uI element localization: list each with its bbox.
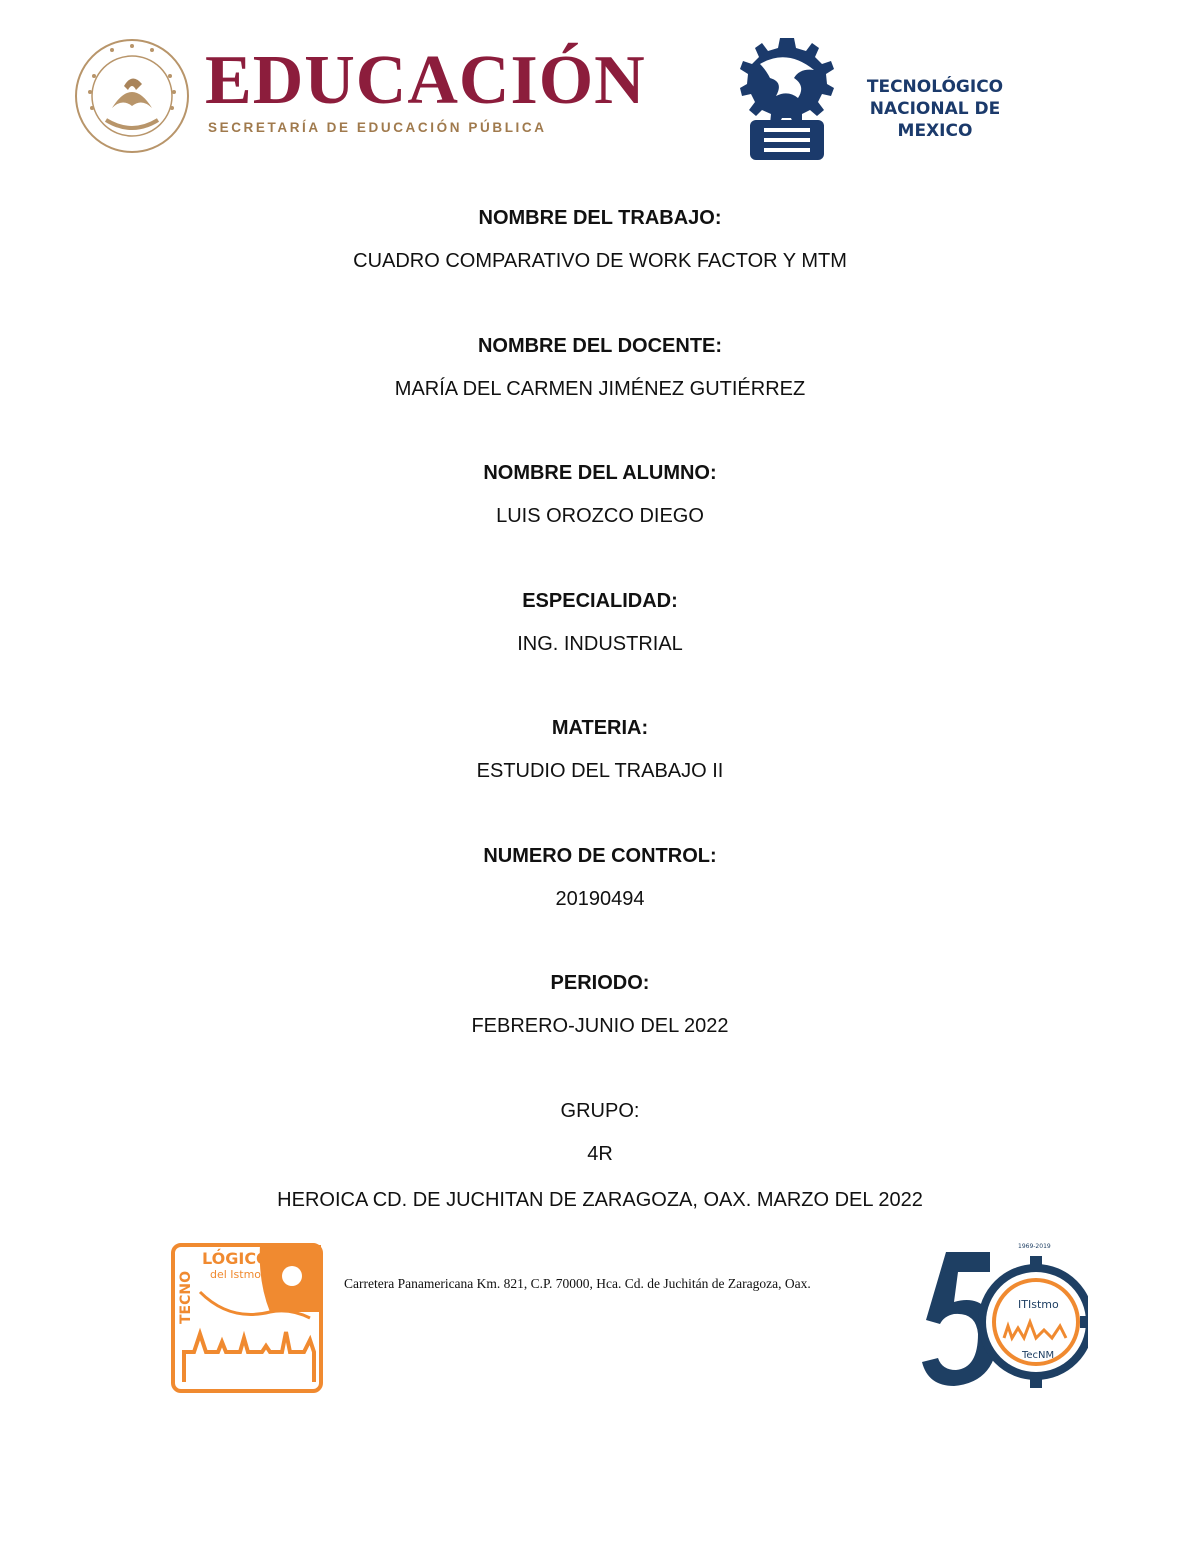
field-value: CUADRO COMPARATIVO DE WORK FACTOR Y MTM [353, 250, 847, 272]
education-title: EDUCACIÓN [205, 42, 646, 119]
field-label: ESPECIALIDAD: [522, 589, 678, 612]
field-value: ESTUDIO DEL TRABAJO II [476, 760, 724, 782]
itistmo-logo-sub-text: del Istmo [210, 1268, 262, 1281]
field-period [0, 971, 1200, 1099]
itistmo-logo-side-text: TECNO [178, 1270, 194, 1324]
field-value: 4R [587, 1142, 613, 1165]
mexican-seal-icon [72, 36, 192, 156]
field-label: GRUPO: [560, 1099, 640, 1122]
field-subject [0, 716, 1200, 844]
fifty-logo-bottom-text: TecNM [1022, 1350, 1055, 1361]
field-value: MARÍA DEL CARMEN JIMÉNEZ GUTIÉRREZ [394, 377, 806, 400]
field-label: MATERIA: [551, 717, 649, 739]
tecnm-name [840, 76, 1030, 142]
field-label: NUMERO DE CONTROL: [483, 844, 717, 867]
field-work-title [0, 206, 1200, 334]
field-label: NOMBRE DEL TRABAJO: [478, 207, 722, 229]
field-student [0, 461, 1200, 589]
field-value: LUIS OROZCO DIEGO [496, 505, 704, 527]
cover-fields [0, 206, 1200, 1166]
tecnm-name-line1: TECNOLÓGICO [866, 77, 1004, 97]
field-value: 20190494 [555, 887, 645, 910]
field-value: FEBRERO-JUNIO DEL 2022 [471, 1015, 729, 1037]
fifty-logo-top-text: ITIstmo [1018, 1298, 1059, 1311]
institution-address: Carretera Panamericana Km. 821, C.P. 70000, Hca. Cd. de Juchitán de Zaragoza, Oax. [344, 1276, 811, 1291]
field-label: NOMBRE DEL ALUMNO: [483, 462, 717, 484]
field-label: NOMBRE DEL DOCENTE: [477, 334, 723, 357]
tecnologico-istmo-logo-icon [170, 1242, 324, 1394]
field-value: ING. INDUSTRIAL [517, 632, 683, 655]
field-group [0, 1099, 1200, 1166]
fifty-years-logo-icon [918, 1242, 1088, 1392]
sep-subtitle: SECRETARÍA DE EDUCACIÓN PÚBLICA [208, 120, 547, 135]
tecnm-name-line2: NACIONAL DE MEXICO [869, 99, 1001, 141]
fifty-years-label: 1969-2019 [1018, 1243, 1051, 1250]
field-specialty [0, 589, 1200, 717]
field-label: PERIODO: [550, 972, 650, 994]
itistmo-logo-top-text: LÓGICO [202, 1249, 270, 1268]
field-control-number [0, 844, 1200, 972]
field-teacher [0, 334, 1200, 462]
tecnm-logo-icon [740, 34, 834, 162]
city-date: HEROICA CD. DE JUCHITAN DE ZARAGOZA, OAX. MARZO DEL 2022 [277, 1189, 923, 1211]
document-header [0, 0, 1200, 180]
